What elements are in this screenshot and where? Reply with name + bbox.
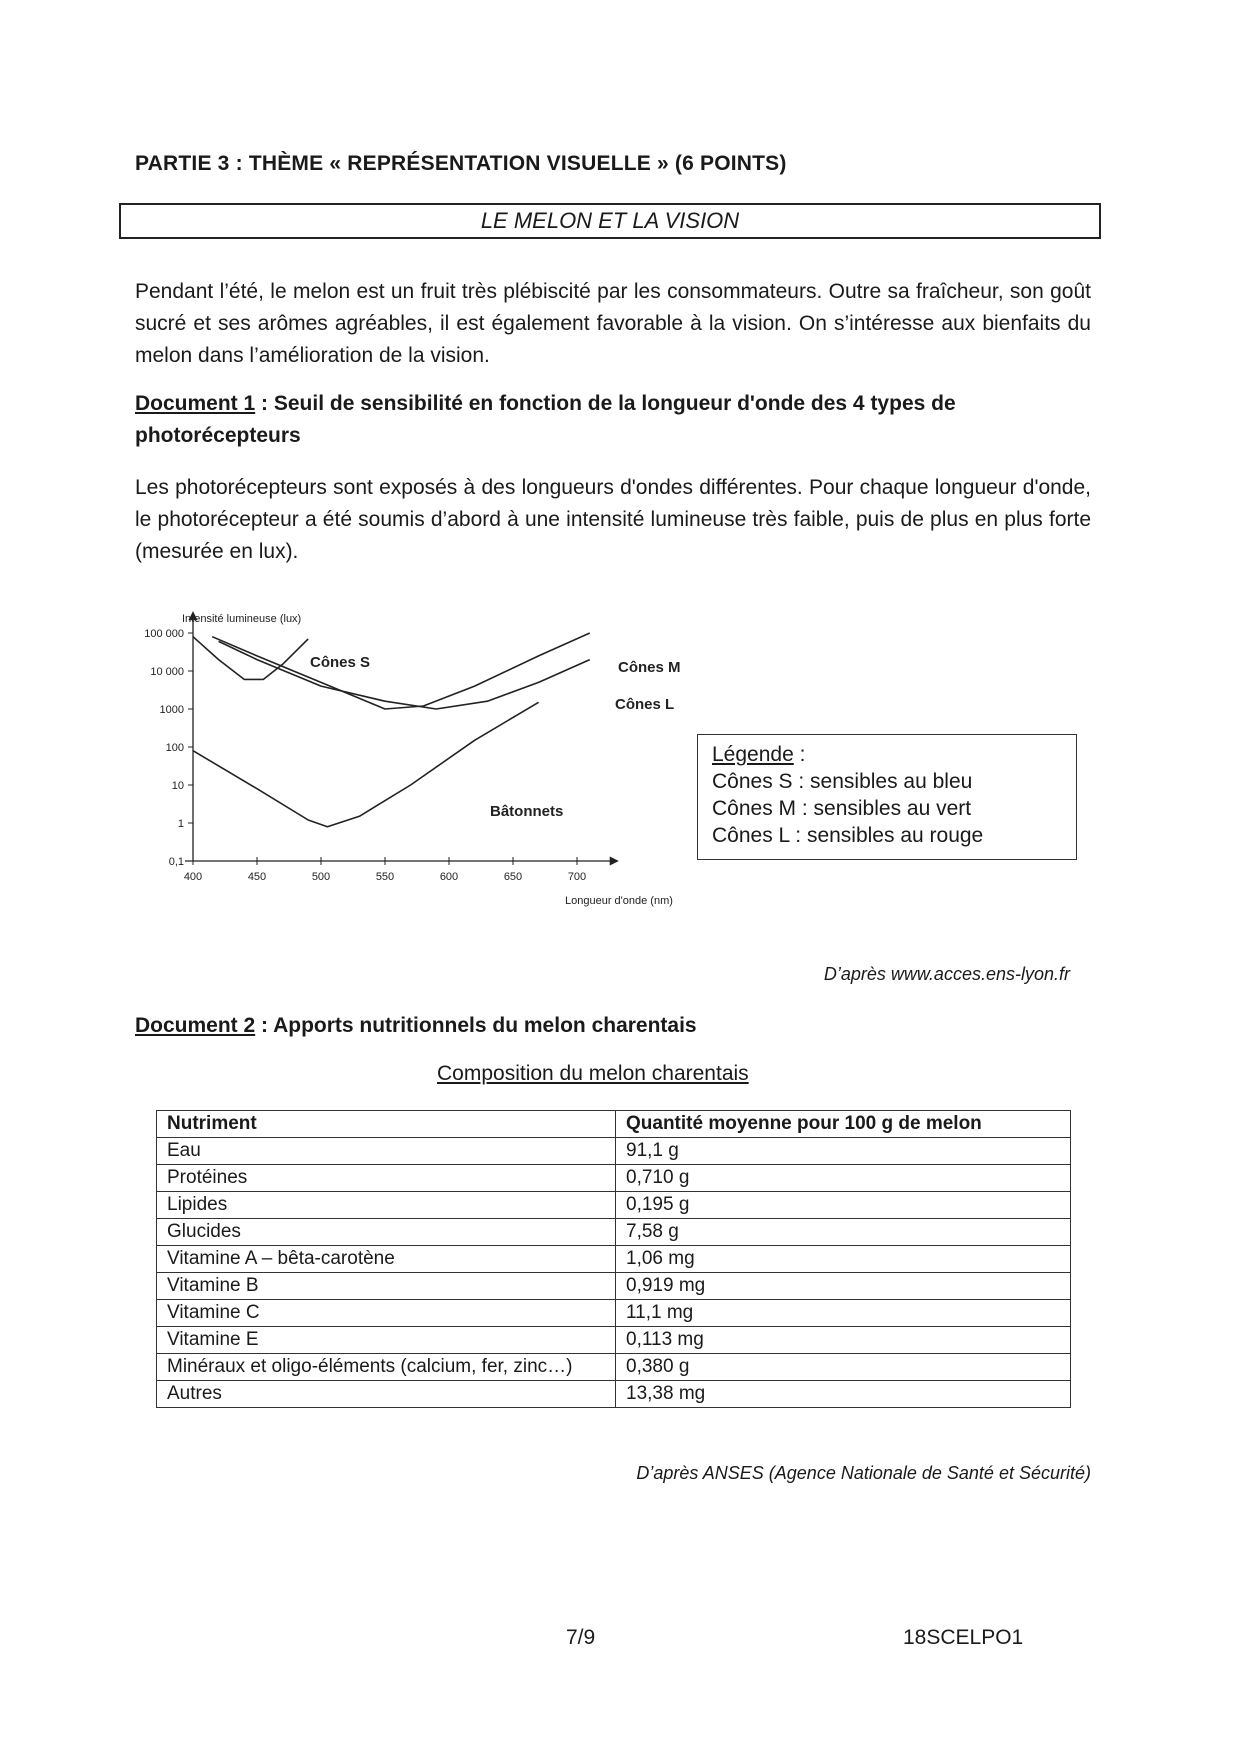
table-row — [157, 1273, 1071, 1300]
series-label-cones-l: Cônes L — [615, 696, 675, 713]
y-tick-label: 1 — [177, 818, 184, 830]
x-tick-label: 550 — [375, 871, 395, 883]
nutrient-quantity-cell: 13,38 mg — [616, 1381, 1071, 1408]
nutrient-quantity-cell: 0,195 g — [616, 1192, 1071, 1219]
column-header-quantite: Quantité moyenne pour 100 g de melon — [616, 1111, 1071, 1138]
legend-line-m: Cônes M : sensibles au vert — [712, 797, 972, 820]
table-row — [157, 1192, 1071, 1219]
page-number: 7/9 — [566, 1626, 596, 1649]
series-label-cones-m: Cônes M — [618, 659, 681, 676]
nutrient-name-cell: Lipides — [157, 1192, 616, 1219]
column-header-nutriment: Nutriment — [157, 1111, 616, 1138]
composition-table — [156, 1110, 1071, 1408]
document1-sep: : — [255, 392, 274, 415]
table-row — [157, 1327, 1071, 1354]
y-tick-label: 1000 — [159, 704, 184, 716]
table-row — [157, 1138, 1071, 1165]
nutrient-name-cell: Vitamine E — [157, 1327, 616, 1354]
document1-label: Document 1 — [135, 392, 256, 415]
x-tick-label: 400 — [183, 871, 203, 883]
legend-title: Légende — [712, 743, 794, 766]
y-tick-label: 0,1 — [168, 856, 184, 868]
nutrient-name-cell: Vitamine C — [157, 1300, 616, 1327]
table-row — [157, 1219, 1071, 1246]
nutrient-name-cell: Glucides — [157, 1219, 616, 1246]
x-tick-label: 650 — [503, 871, 523, 883]
document2-label: Document 2 — [135, 1014, 256, 1037]
y-axis-label: Intensité lumineuse (lux) — [182, 613, 302, 625]
nutrient-name-cell: Vitamine A – bêta-carotène — [157, 1246, 616, 1273]
nutrient-quantity-cell: 0,919 mg — [616, 1273, 1071, 1300]
nutrient-name-cell: Autres — [157, 1381, 616, 1408]
nutrient-name-cell: Vitamine B — [157, 1273, 616, 1300]
series-line-c-nes-l — [219, 641, 590, 709]
document2-title: Apports nutritionnels du melon charentais — [273, 1014, 697, 1037]
document1-source: D’après www.acces.ens-lyon.fr — [823, 964, 1070, 984]
legend-title-suffix: : — [793, 743, 806, 766]
document2-sep: : — [255, 1014, 274, 1037]
nutrient-name-cell: Eau — [157, 1138, 616, 1165]
section-title: LE MELON ET LA VISION — [480, 208, 740, 233]
x-tick-label: 600 — [439, 871, 459, 883]
x-axis-label: Longueur d'onde (nm) — [565, 895, 673, 907]
x-tick-label: 450 — [247, 871, 267, 883]
nutrient-quantity-cell: 1,06 mg — [616, 1246, 1071, 1273]
table-row — [157, 1381, 1071, 1408]
intro-paragraph: Pendant l’été, le melon est un fruit très plébiscité par les consommateurs. Outre sa fraîcheur, son goût sucré et ses arômes agréables, il est également favorable à la vision. On s’intéresse aux bienfaits du melon dans l’amélioration de la vision. — [135, 280, 1091, 367]
table-row — [157, 1165, 1071, 1192]
document1-heading — [135, 388, 1091, 452]
document-code: 18SCELPO1 — [903, 1626, 1024, 1649]
series-line-b-tonnets — [193, 702, 539, 826]
y-tick-label: 10 — [171, 780, 184, 792]
nutrient-quantity-cell: 0,380 g — [616, 1354, 1071, 1381]
chart-legend — [697, 734, 1077, 860]
series-label-cones-s: Cônes S — [310, 654, 371, 671]
x-tick-label: 700 — [567, 871, 587, 883]
section-title-box — [119, 203, 1101, 239]
nutrient-quantity-cell: 91,1 g — [616, 1138, 1071, 1165]
table-header-row — [157, 1111, 1071, 1138]
y-tick-label: 100 000 — [144, 628, 184, 640]
legend-title-line — [712, 741, 1062, 768]
nutrient-name-cell: Protéines — [157, 1165, 616, 1192]
document1-text: Les photorécepteurs sont exposés à des longueurs d'ondes différentes. Pour chaque longueur d'onde, le photorécepteur a été soumis d’abord à une intensité lumineuse très faible, puis de plus en plus forte (mesurée en lux). — [135, 476, 1091, 563]
nutrient-quantity-cell: 0,113 mg — [616, 1327, 1071, 1354]
legend-line-s: Cônes S : sensibles au bleu — [712, 770, 973, 793]
nutrient-quantity-cell: 11,1 mg — [616, 1300, 1071, 1327]
y-tick-label: 10 000 — [150, 666, 184, 678]
table-row — [157, 1354, 1071, 1381]
series-line-c-nes-m — [212, 633, 590, 709]
nutrient-quantity-cell: 0,710 g — [616, 1165, 1071, 1192]
table-caption: Composition du melon charentais — [437, 1062, 749, 1085]
document2-heading — [135, 1010, 1091, 1042]
part-title: PARTIE 3 : THÈME « REPRÉSENTATION VISUELLE » (6 POINTS) — [135, 152, 787, 175]
table-row — [157, 1246, 1071, 1273]
document1-title: Seuil de sensibilité en fonction de la longueur d'onde des 4 types de photorécepteurs — [135, 392, 956, 447]
nutrient-quantity-cell: 7,58 g — [616, 1219, 1071, 1246]
series-label-batonnets: Bâtonnets — [490, 803, 564, 820]
sensitivity-chart — [130, 605, 710, 945]
document2-source: D’après ANSES (Agence Nationale de Santé et Sécurité) — [636, 1463, 1091, 1483]
table-row — [157, 1300, 1071, 1327]
x-tick-label: 500 — [311, 871, 331, 883]
legend-line-l: Cônes L : sensibles au rouge — [712, 824, 984, 847]
nutrient-name-cell: Minéraux et oligo-éléments (calcium, fer, zinc…) — [157, 1354, 616, 1381]
y-tick-label: 100 — [165, 742, 184, 754]
